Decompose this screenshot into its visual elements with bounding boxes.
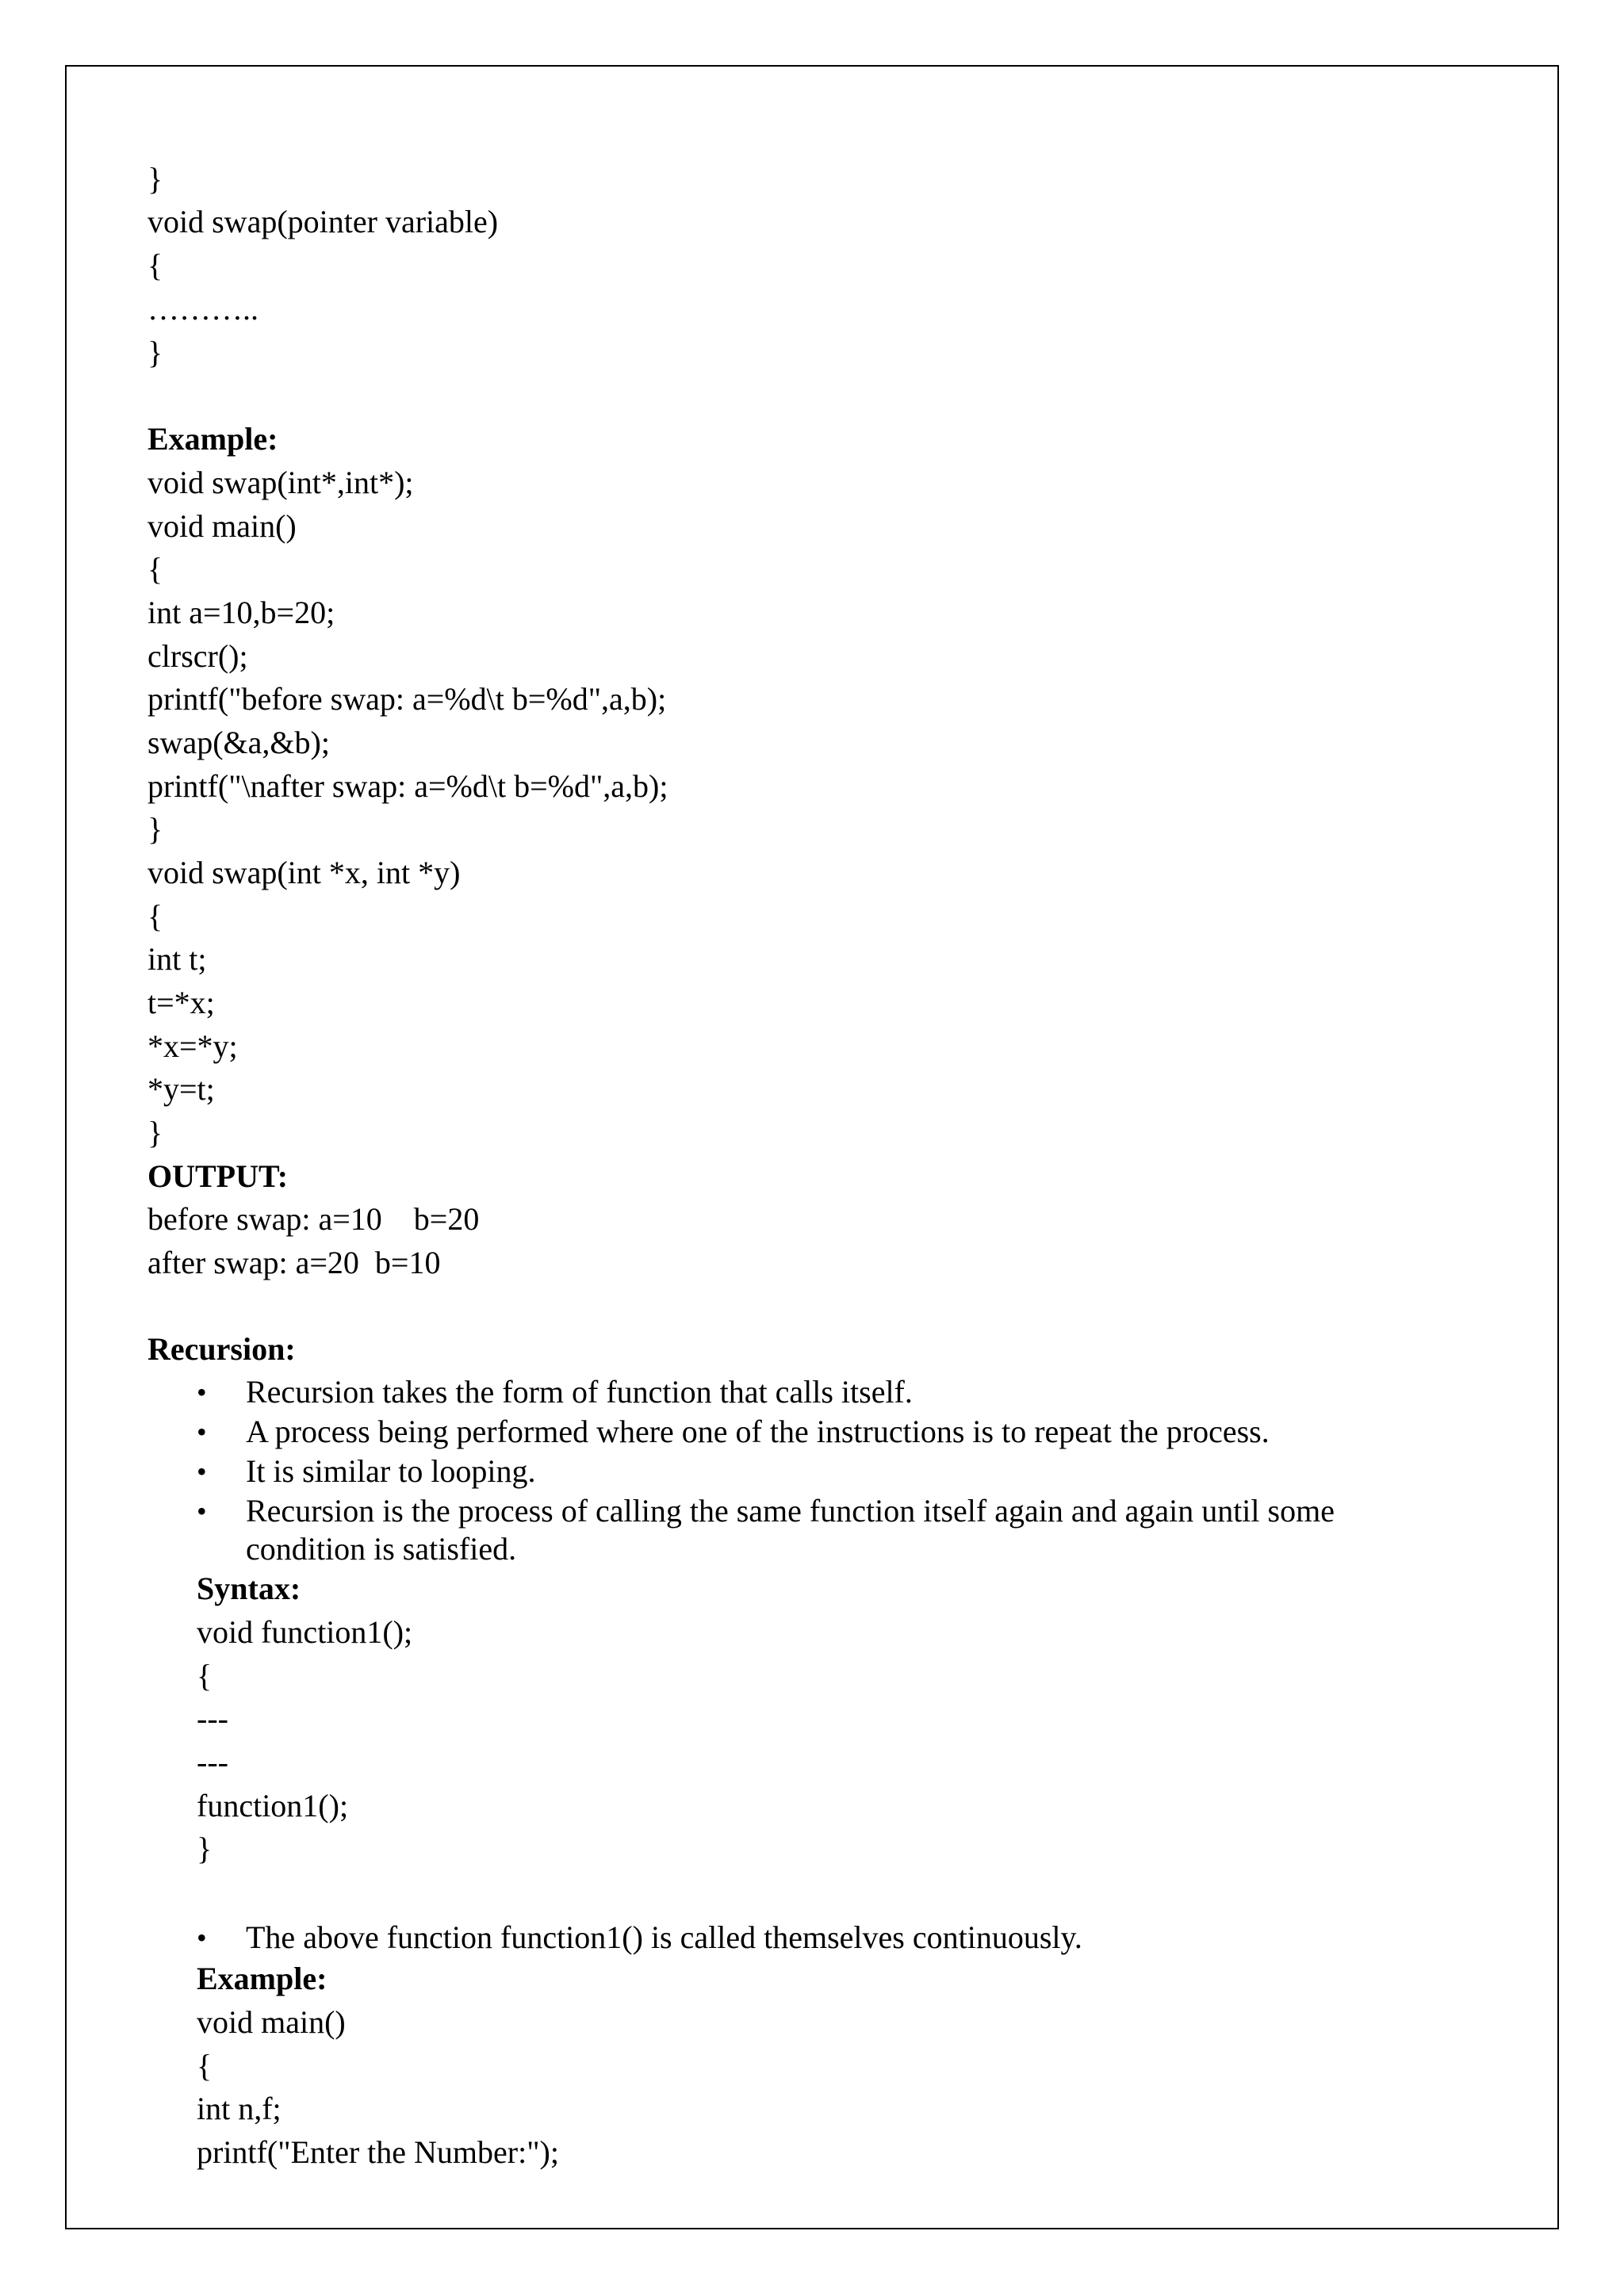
code-line: { [197,2048,213,2084]
output-line: before swap: a=10 b=20 [147,1201,480,1237]
code-line: { [147,247,163,283]
bullet-text: A process being performed where one of the instructions is to repeat the process. [246,1414,1270,1449]
bullet-dot: • [197,1456,207,1487]
code-line: clrscr(); [147,638,248,674]
code-line: --- [197,1701,228,1736]
code-line: ……….. [147,291,259,327]
syntax-heading: Syntax: [197,1571,301,1606]
recursion-heading: Recursion: [147,1331,296,1367]
example2-heading: Example: [197,1961,327,1996]
code-line: swap(&a,&b); [147,725,330,760]
code-line: int a=10,b=20; [147,595,335,630]
code-line: { [197,1658,213,1693]
code-line: --- [197,1744,228,1780]
code-line: } [147,161,163,197]
output-heading: OUTPUT: [147,1158,289,1194]
code-line: *x=*y; [147,1028,238,1064]
bullet-dot: • [197,1495,207,1527]
bullet-text: Recursion is the process of calling the same function itself again and again until some [246,1493,1335,1529]
code-line: int t; [147,941,207,977]
code-line: void main() [197,2004,346,2040]
code-line: *y=t; [147,1071,215,1107]
code-line: function1(); [197,1788,349,1823]
code-line: void main() [147,508,297,544]
example-heading: Example: [147,421,278,457]
bullet-dot: • [197,1376,207,1408]
bullet-text-continued: condition is satisfied. [246,1531,517,1567]
code-line: } [197,1831,213,1866]
bullet-text: Recursion takes the form of function that calls itself. [246,1374,913,1410]
code-line: } [147,335,163,370]
bullet-dot: • [197,1416,207,1448]
code-line: } [147,811,163,847]
code-line: { [147,898,163,934]
code-line: printf("Enter the Number:"); [197,2134,559,2170]
bullet-text: It is similar to looping. [246,1453,536,1489]
output-line: after swap: a=20 b=10 [147,1245,441,1280]
code-line: printf("before swap: a=%d\t b=%d",a,b); [147,681,667,717]
code-line: } [147,1115,163,1150]
code-line: void swap(pointer variable) [147,204,499,239]
code-line: void swap(int*,int*); [147,465,414,500]
code-line: { [147,551,163,587]
code-line: int n,f; [197,2091,282,2126]
bullet-dot: • [197,1922,207,1954]
code-line: t=*x; [147,985,215,1020]
code-line: void function1(); [197,1614,413,1650]
bullet-text: The above function function1() is called themselves continuously. [246,1919,1082,1955]
code-line: printf("\nafter swap: a=%d\t b=%d",a,b); [147,768,668,804]
code-line: void swap(int *x, int *y) [147,855,461,890]
